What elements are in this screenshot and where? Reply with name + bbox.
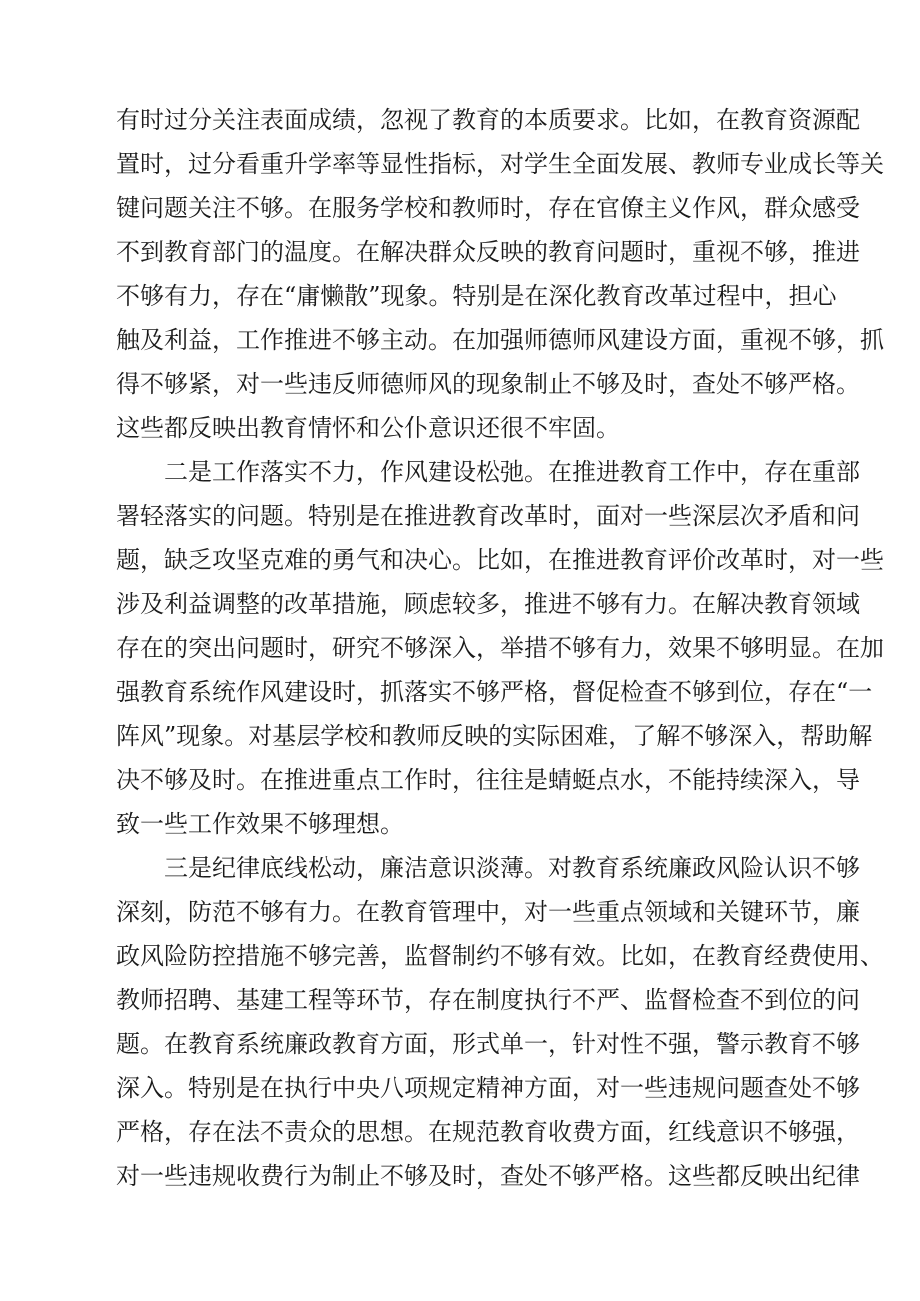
paragraph-3-line-2: 深刻，防范不够有力。在教育管理中，对一些重点领域和关键环节，廉 [116,898,860,926]
paragraph-3-line-4: 教师招聘、基建工程等环节，存在制度执行不严、监督检查不到位的问 [116,986,860,1014]
paragraph-3-line-1: 三是纪律底线松动，廉洁意识淡薄。对教育系统廉政风险认识不够 [164,854,860,882]
paragraph-3-line-6: 深入。特别是在执行中央八项规定精神方面，对一些违规问题查处不够 [116,1074,860,1102]
paragraph-3-line-5: 题。在教育系统廉政教育方面，形式单一，针对性不强，警示教育不够 [116,1030,860,1058]
paragraph-1-line-3: 键问题关注不够。在服务学校和教师时，存在官僚主义作风，群众感受 [116,194,860,222]
paragraph-1-line-5: 不够有力，存在“庸懒散”现象。特别是在深化教育改革过程中，担心 [116,282,837,310]
paragraph-1-line-7: 得不够紧，对一些违反师德师风的现象制止不够及时，查处不够严格。 [116,370,860,398]
paragraph-1-line-8: 这些都反映出教育情怀和公仆意识还很不牢固。 [116,414,620,442]
paragraph-2-line-2: 署轻落实的问题。特别是在推进教育改革时，面对一些深层次矛盾和问 [116,502,860,530]
paragraph-3-line-8: 对一些违规收费行为制止不够及时，查处不够严格。这些都反映出纪律 [116,1162,860,1190]
paragraph-3-line-3: 政风险防控措施不够完善，监督制约不够有效。比如，在教育经费使用、 [116,942,884,970]
paragraph-2-line-8: 决不够及时。在推进重点工作时，往往是蜻蜓点水，不能持续深入，导 [116,766,860,794]
paragraph-1-line-6: 触及利益，工作推进不够主动。在加强师德师风建设方面，重视不够，抓 [116,326,884,354]
paragraph-2-line-5: 存在的突出问题时，研究不够深入，举措不够有力，效果不够明显。在加 [116,634,884,662]
paragraph-1-line-1: 有时过分关注表面成绩，忽视了教育的本质要求。比如，在教育资源配 [116,106,860,134]
paragraph-2-line-7: 阵风”现象。对基层学校和教师反映的实际困难，了解不够深入，帮助解 [116,722,873,750]
paragraph-2-line-4: 涉及利益调整的改革措施，顾虑较多，推进不够有力。在解决教育领域 [116,590,860,618]
paragraph-2-line-1: 二是工作落实不力，作风建设松弛。在推进教育工作中，存在重部 [164,458,860,486]
paragraph-1-line-4: 不到教育部门的温度。在解决群众反映的教育问题时，重视不够，推进 [116,238,860,266]
paragraph-2-line-3: 题，缺乏攻坚克难的勇气和决心。比如，在推进教育评价改革时，对一些 [116,546,884,574]
paragraph-2-line-6: 强教育系统作风建设时，抓落实不够严格，督促检查不够到位，存在“一 [116,678,873,706]
paragraph-3-line-7: 严格，存在法不责众的思想。在规范教育收费方面，红线意识不够强， [116,1118,860,1146]
paragraph-2-line-9: 致一些工作效果不够理想。 [116,810,404,838]
paragraph-1-line-2: 置时，过分看重升学率等显性指标，对学生全面发展、教师专业成长等关 [116,150,884,178]
